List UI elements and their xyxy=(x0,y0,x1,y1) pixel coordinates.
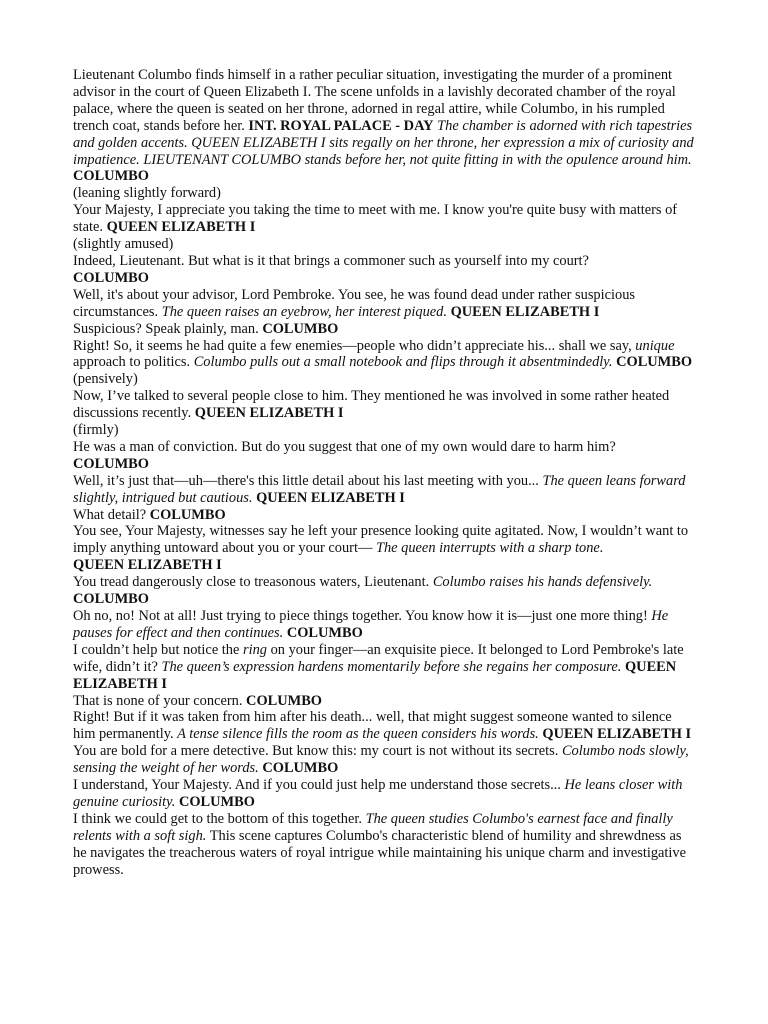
text-run: (pensively) xyxy=(73,371,138,388)
speaker-heading: COLUMBO xyxy=(73,591,149,608)
stage-direction: A tense silence fills the room as the queen considers his words. xyxy=(177,726,539,743)
document-page xyxy=(73,67,697,879)
text-run: approach to politics. xyxy=(73,354,194,371)
speaker-heading: COLUMBO xyxy=(262,760,339,777)
speaker-heading: QUEEN ELIZABETH I xyxy=(450,303,600,320)
speaker-heading: COLUMBO xyxy=(616,354,693,371)
speaker-heading: QUEEN ELIZABETH I xyxy=(256,489,405,506)
speaker-heading: COLUMBO xyxy=(246,692,322,709)
text-run: Now, I’ve talked to several people close to him. They mentioned he was involved in some rather heated discussions recently. xyxy=(73,388,670,422)
speaker-heading: COLUMBO xyxy=(178,793,255,810)
text-run: This scene captures Columbo's characteristic blend of humility and shrewdness as he navigates the treacherous waters of royal intrigue while maintaining his unique charm and investigative prowess. xyxy=(73,827,687,878)
speaker-heading: QUEEN ELIZABETH I xyxy=(106,219,256,236)
text-run: Well, it's about your advisor, Lord Pembroke. You see, he was found dead under rather suspicious circumstances. xyxy=(73,286,635,320)
text-run: He was a man of conviction. But do you suggest that one of my own would dare to harm him? xyxy=(73,438,616,455)
text-run: Indeed, Lieutenant. But what is it that brings a commoner such as yourself into my court? xyxy=(73,252,589,269)
text-run: (slightly amused) xyxy=(73,236,174,253)
stage-direction: He pauses for effect and then continues. xyxy=(73,608,669,641)
text-run: (leaning slightly forward) xyxy=(73,185,221,202)
speaker-heading: INT. ROYAL PALACE - DAY xyxy=(248,117,434,134)
stage-direction: The chamber is adorned with rich tapestries and golden accents. QUEEN ELIZABETH I sits regally on her throne, her expression a mix of curiosity and impatience. LIEUTENANT COLUMBO stands before her, not quite fitting in with the opulence around him. xyxy=(73,117,694,168)
stage-direction: The queen’s expression hardens momentarily before she regains her composure. xyxy=(161,658,622,675)
text-run: I couldn’t help but notice the xyxy=(73,641,243,658)
text-run: (firmly) xyxy=(73,422,119,439)
text-run: Oh no, no! Not at all! Just trying to piece things together. You know how it is—just one more thing! xyxy=(73,608,652,624)
speaker-heading: COLUMBO xyxy=(149,506,226,523)
speaker-heading: COLUMBO xyxy=(73,168,149,185)
stage-direction: The queen interrupts with a sharp tone. xyxy=(375,540,604,557)
text-run: I think we could get to the bottom of this together. xyxy=(73,810,366,827)
stage-direction: unique xyxy=(635,337,675,354)
speaker-heading: COLUMBO xyxy=(73,455,149,472)
text-run: I understand, Your Majesty. And if you could just help me understand those secrets... xyxy=(73,777,565,794)
stage-direction: He leans closer with genuine curiosity. xyxy=(73,777,683,810)
text-run: You see, Your Majesty, witnesses say he left your presence looking quite agitated. Now, I wouldn’t want to imply anything untoward about you or your court— xyxy=(73,523,689,557)
text-run: Right! But if it was taken from him after his death... well, that might suggest someone wanted to silence him permanently. xyxy=(73,709,672,743)
text-run: Suspicious? Speak plainly, man. xyxy=(73,320,263,337)
speaker-heading: COLUMBO xyxy=(73,269,149,286)
text-run: Your Majesty, I appreciate you taking the time to meet with me. I know you're quite busy with matters of state. xyxy=(73,202,678,236)
stage-direction: The queen leans forward slightly, intrigued but cautious. xyxy=(73,472,686,506)
text-run: You are bold for a mere detective. But know this: my court is not without its secrets. xyxy=(73,743,562,760)
speaker-heading: QUEEN ELIZABETH I xyxy=(542,726,692,743)
stage-direction: The queen raises an eyebrow, her interest piqued. xyxy=(161,303,447,320)
text-run: Well, it’s just that—uh—there's this little detail about his last meeting with you... xyxy=(73,472,543,489)
text-run: What detail? xyxy=(73,506,150,523)
speaker-heading: QUEEN ELIZABETH I xyxy=(194,405,344,422)
stage-direction: The queen studies Columbo's earnest face and finally relents with a soft sigh. xyxy=(73,810,673,844)
stage-direction: Columbo nods slowly, sensing the weight of her words. xyxy=(73,743,689,777)
stage-direction: Columbo pulls out a small notebook and flips through it absentmindedly. xyxy=(193,354,613,371)
text-run: on your finger—an exquisite piece. It belonged to Lord Pembroke's late wife, didn’t it? xyxy=(73,641,684,675)
speaker-heading: QUEEN ELIZABETH I xyxy=(73,557,222,574)
document-body xyxy=(73,67,697,879)
text-run: Lieutenant Columbo finds himself in a rather peculiar situation, investigating the murder of a prominent advisor in the court of Queen Elizabeth I. The scene unfolds in a lavishly decorated chamber of the royal palace, where the queen is seated on her throne, adorned in regal attire, while Columbo, in his rumpled trench coat, stands before her. xyxy=(73,67,676,134)
text-run: You tread dangerously close to treasonous waters, Lieutenant. xyxy=(73,574,433,591)
stage-direction: ring xyxy=(242,641,267,658)
speaker-heading: COLUMBO xyxy=(286,624,363,641)
text-run: Right! So, it seems he had quite a few enemies—people who didn’t appreciate his... shall we say, xyxy=(73,337,636,354)
speaker-heading: COLUMBO xyxy=(262,320,339,337)
text-run: That is none of your concern. xyxy=(73,692,247,709)
speaker-heading: QUEEN ELIZABETH I xyxy=(73,658,677,692)
stage-direction: Columbo raises his hands defensively. xyxy=(432,574,653,591)
